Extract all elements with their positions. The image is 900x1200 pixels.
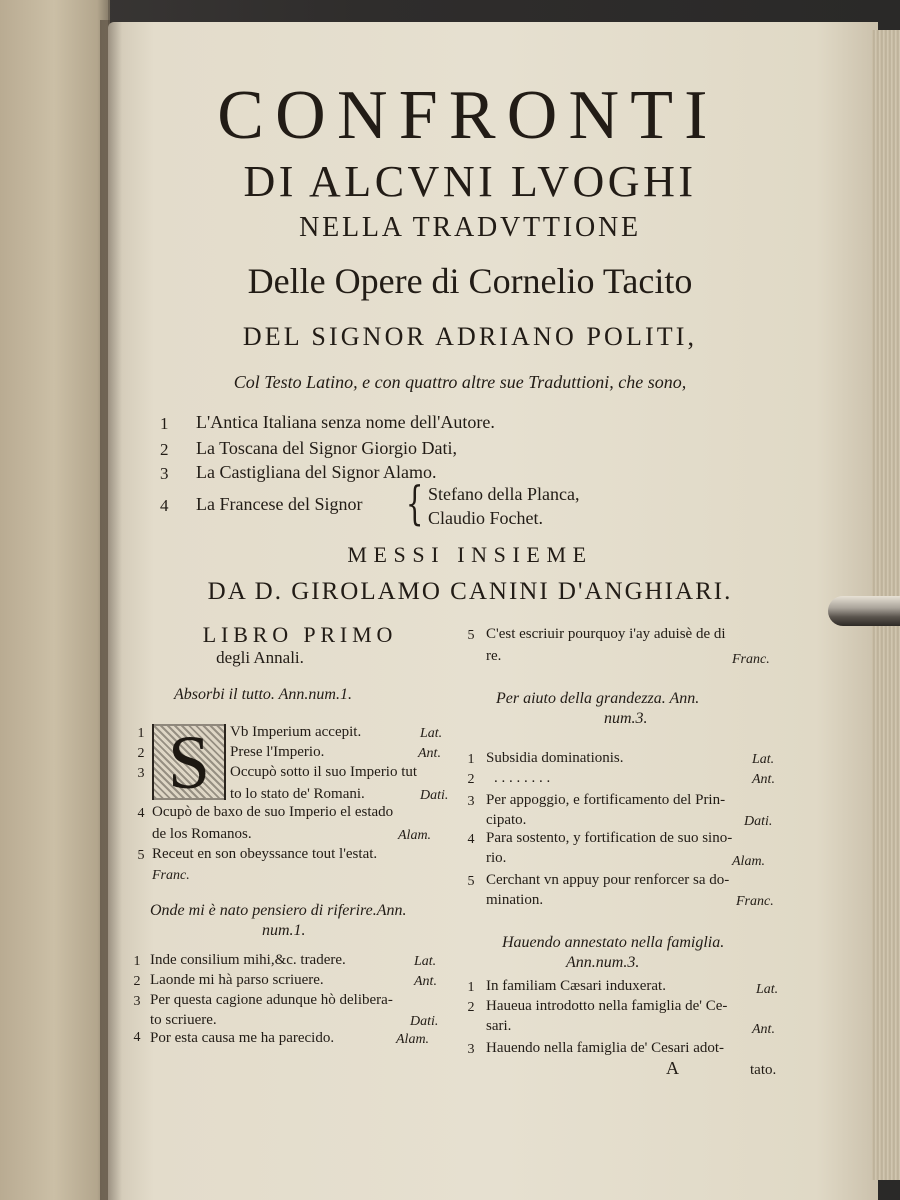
french-translator: Stefano della Planca, bbox=[428, 484, 580, 504]
metal-bookmark bbox=[828, 596, 900, 626]
entry-tag: Alam. bbox=[732, 854, 766, 869]
dropcap-letter: S bbox=[154, 720, 224, 806]
entry-text: sari. bbox=[486, 1018, 512, 1034]
translation-text: La Castigliana del Signor Alamo. bbox=[196, 462, 437, 482]
book-subtitle: degli Annali. bbox=[216, 648, 304, 667]
entry-number: 3 bbox=[467, 1042, 475, 1057]
section-heading: Absorbi il tutto. Ann.num.1. bbox=[174, 686, 352, 703]
entry-tag: Ant. bbox=[414, 974, 437, 989]
entry-text: to scriuere. bbox=[150, 1012, 217, 1028]
entry-text: C'est escriuir pourquoy i'ay aduisè de di bbox=[486, 626, 726, 642]
entry-number: 3 bbox=[467, 794, 475, 809]
entry-tag: Dati. bbox=[420, 788, 449, 803]
entry-number: 1 bbox=[133, 954, 141, 969]
translation-number: 3 bbox=[160, 464, 169, 483]
title-line-2: DI ALCVNI LVOGHI bbox=[243, 157, 697, 206]
entry-tag: Alam. bbox=[398, 828, 432, 843]
section-heading: Onde mi è nato pensiero di riferire.Ann. bbox=[150, 902, 407, 919]
messi-insieme: MESSI INSIEME bbox=[347, 542, 593, 567]
entry-tag: Lat. bbox=[414, 954, 437, 969]
entry-text: Occupò sotto il suo Imperio tut bbox=[230, 764, 418, 780]
ornamental-initial bbox=[152, 721, 226, 805]
entry-number: 4 bbox=[137, 806, 145, 821]
editor-line: DA D. GIROLAMO CANINI D'ANGHIARI. bbox=[207, 578, 733, 605]
entry-number: 5 bbox=[467, 874, 475, 889]
entry-text: Para sostento, y fortification de suo sino- bbox=[486, 830, 733, 846]
section-heading: Per aiuto della grandezza. Ann. bbox=[496, 690, 700, 707]
entry-number: 2 bbox=[467, 1000, 475, 1015]
translation-text: La Toscana del Signor Giorgio Dati, bbox=[196, 438, 458, 458]
translation-text: La Francese del Signor bbox=[196, 494, 363, 514]
entry-number: 1 bbox=[467, 752, 475, 767]
entry-text: Receut en son obeyssance tout l'estat. bbox=[152, 846, 378, 862]
entry-tag: Lat. bbox=[420, 726, 443, 741]
entry-text: Laonde mi hà parso scriuere. bbox=[150, 972, 324, 988]
entry-text: to lo stato de' Romani. bbox=[230, 786, 365, 802]
entry-number: 4 bbox=[133, 1030, 141, 1045]
entry-text: rio. bbox=[486, 850, 507, 866]
translation-number: 4 bbox=[160, 496, 169, 515]
entry-text: Ocupò de baxo de suo Imperio el estado bbox=[152, 804, 394, 820]
signature-mark: A bbox=[666, 1058, 679, 1078]
entry-number: 4 bbox=[467, 832, 475, 847]
entry-text: Prese l'Imperio. bbox=[230, 744, 325, 760]
translation-number: 2 bbox=[160, 440, 169, 459]
entry-tag: Franc. bbox=[732, 652, 770, 667]
book-title: LIBRO PRIMO bbox=[202, 622, 398, 647]
entry-text: Inde consilium mihi,&c. tradere. bbox=[150, 952, 346, 968]
entry-number: 2 bbox=[467, 772, 475, 787]
title-line-1: CONFRONTI bbox=[217, 77, 719, 154]
brace-glyph: { bbox=[405, 476, 424, 530]
entry-text: Hauendo nella famiglia de' Cesari adot- bbox=[486, 1040, 725, 1056]
entry-text: Vb Imperium accepit. bbox=[230, 724, 362, 740]
title-line-5: DEL SIGNOR ADRIANO POLITI, bbox=[242, 322, 698, 351]
entry-tag: Ant. bbox=[418, 746, 441, 761]
entry-tag: Franc. bbox=[152, 868, 190, 883]
entry-tag: Lat. bbox=[752, 752, 775, 767]
entry-tag: Franc. bbox=[736, 894, 774, 909]
entry-number: 5 bbox=[467, 628, 475, 643]
entry-text: Por esta causa me ha parecido. bbox=[150, 1030, 335, 1046]
section-heading: Hauendo annestato nella famiglia. bbox=[502, 934, 725, 951]
page-gutter-shadow bbox=[100, 20, 122, 1200]
entry-text: re. bbox=[486, 648, 502, 664]
entry-text: cipato. bbox=[486, 812, 527, 828]
section-heading-cont: num.3. bbox=[604, 710, 648, 727]
translation-text: L'Antica Italiana senza nome dell'Autore. bbox=[196, 412, 495, 432]
entry-tag: Ant. bbox=[752, 1022, 775, 1037]
entry-text: Subsidia dominationis. bbox=[486, 750, 624, 766]
subtitle: Col Testo Latino, e con quattro altre sue Traduttioni, che sono, bbox=[233, 372, 687, 392]
entry-tag: Ant. bbox=[752, 772, 775, 787]
entry-number: 1 bbox=[137, 726, 145, 741]
section-heading-cont: Ann.num.3. bbox=[566, 954, 640, 971]
entry-tag: Alam. bbox=[396, 1032, 430, 1047]
entry-number: 3 bbox=[133, 994, 141, 1009]
entry-tag: Dati. bbox=[410, 1014, 439, 1029]
translation-number: 1 bbox=[160, 414, 169, 433]
catchword: tato. bbox=[750, 1062, 777, 1078]
entry-number: 1 bbox=[467, 980, 475, 995]
title-line-3: NELLA TRADVTTIONE bbox=[299, 212, 641, 243]
section-heading-cont: num.1. bbox=[262, 922, 306, 939]
entry-tag: Lat. bbox=[756, 982, 779, 997]
entry-number: 5 bbox=[137, 848, 145, 863]
entry-text: Per appoggio, e fortificamento del Prin- bbox=[486, 792, 726, 808]
entry-text: mination. bbox=[486, 892, 544, 908]
entry-number: 2 bbox=[137, 746, 145, 761]
left-page-edge bbox=[0, 0, 110, 1200]
entry-text: . . . . . . . . bbox=[494, 770, 551, 786]
entry-text: Haueua introdotto nella famiglia de' Ce- bbox=[486, 998, 728, 1014]
entry-number: 2 bbox=[133, 974, 141, 989]
entry-number: 3 bbox=[137, 766, 145, 781]
entry-text: Per questa cagione adunque hò delibera- bbox=[150, 992, 393, 1008]
entry-text: In familiam Cæsari induxerat. bbox=[486, 978, 666, 994]
entry-tag: Dati. bbox=[744, 814, 773, 829]
entry-text: de los Romanos. bbox=[152, 826, 252, 842]
title-line-4: Delle Opere di Cornelio Tacito bbox=[247, 261, 693, 301]
entry-text: Cerchant vn appuy pour renforcer sa do- bbox=[486, 872, 730, 888]
french-translator: Claudio Fochet. bbox=[428, 508, 543, 528]
